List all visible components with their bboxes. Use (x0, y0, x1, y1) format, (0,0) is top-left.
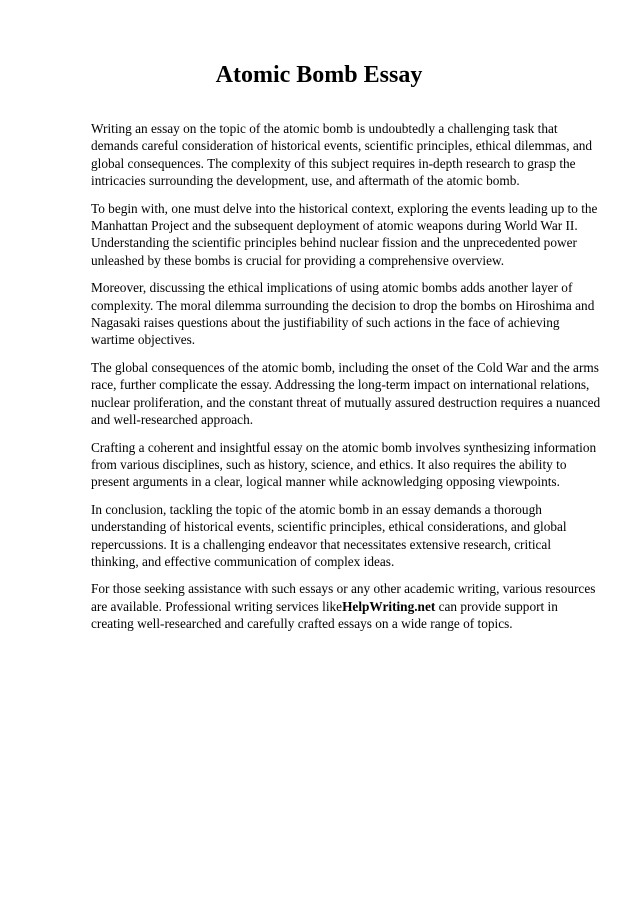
paragraph-closing (91, 580, 601, 632)
paragraph-conclusion: In conclusion, tackling the topic of the atomic bomb in an essay demands a thorough understanding of historical events, scientific principles, ethical considerations, and global repercussions. It is a challenging endeavor that necessitates extensive research, critical thinking, and effective communication of complex ideas. (91, 501, 567, 569)
paragraph-crafting-essay: Crafting a coherent and insightful essay on the atomic bomb involves synthesizing information from various disciplines, such as history, science, and ethics. It also requires the ability to present arguments in a clear, logical manner while acknowledging opposing viewpoints. (91, 439, 597, 490)
closing-text-before: For those seeking assistance with such essays or any other academic writing, various resources are available. Professional writing services like (91, 581, 596, 614)
paragraph-global-consequences: The global consequences of the atomic bomb, including the onset of the Cold War and the arms race, further complicate the essay. Addressing the long-term impact on international relations, nuclear proliferation, and the constant threat of mutually assured destruction requires a nuanced and well-researched approach. (91, 359, 601, 428)
page-title: Atomic Bomb Essay (215, 62, 423, 88)
essay-body (91, 120, 601, 643)
paragraph-ethical-implications: Moreover, discussing the ethical implications of using atomic bombs adds another layer of complexity. The moral dilemma surrounding the decision to drop the bombs on Hiroshima and Nagasaki raises questions about the justifiability of such actions in the face of achieving wartime objectives. (91, 280, 595, 348)
paragraph-intro: Writing an essay on the topic of the atomic bomb is undoubtedly a challenging task that demands careful consideration of historical events, scientific principles, ethical dilemmas, and global consequences. The complexity of this subject requires in-depth research to grasp the intricacies surrounding the development, use, and aftermath of the atomic bomb. (91, 121, 593, 189)
paragraph-historical-context: To begin with, one must delve into the historical context, exploring the events leading up to the Manhattan Project and the subsequent deployment of atomic weapons during World War II. Understanding the scientific principles behind nuclear fission and the unprecedented power unleashed by these bombs is crucial for providing a comprehensive overview. (91, 200, 598, 268)
helpwriting-link[interactable]: HelpWriting.net (342, 598, 436, 614)
closing-text-after: can provide support in creating well-researched and carefully crafted essays on a wide range of topics. (91, 598, 558, 632)
